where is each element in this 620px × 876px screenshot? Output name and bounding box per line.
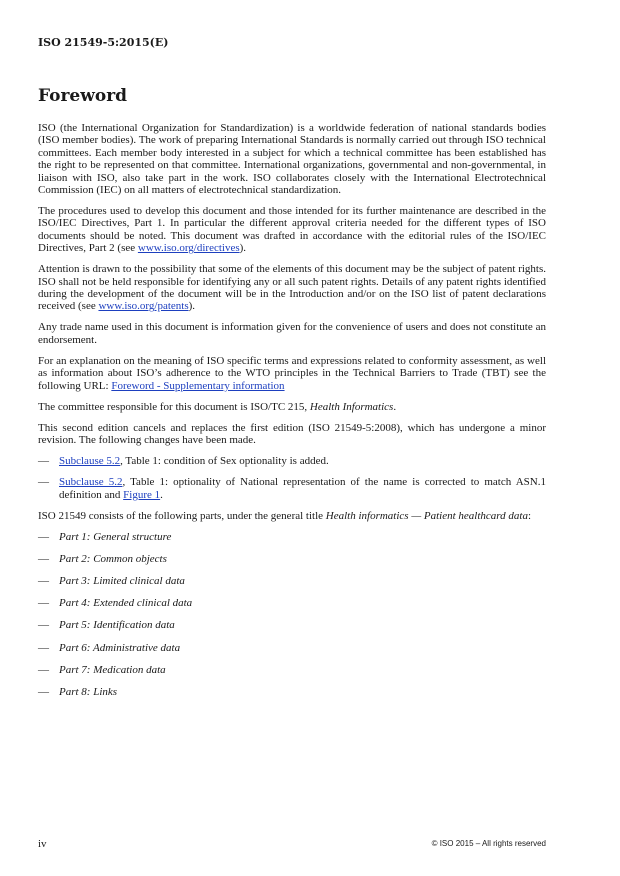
document-id-header: ISO 21549-5:2015(E) — [38, 36, 169, 49]
paragraph-trade-name: Any trade name used in this document is information given for the convenience of users and does not constitute an endorsement. — [38, 321, 546, 346]
directives-link[interactable]: www.iso.org/directives — [137, 242, 240, 255]
dash-bullet: — — [38, 663, 49, 676]
list-item: — Part 6: Administrative data — [38, 641, 181, 654]
copyright-notice: © ISO 2015 – All rights reserved — [431, 839, 546, 848]
subclause-link[interactable]: Subclause 5.2 — [59, 455, 121, 468]
parts-list — [38, 531, 546, 699]
list-item: — Part 5: Identification data — [38, 619, 175, 632]
list-item: — Part 8: Links — [38, 685, 118, 698]
dash-bullet: — — [38, 574, 49, 587]
subclause-link[interactable]: Subclause 5.2 — [59, 476, 123, 489]
change-item: — Subclause 5.2, Table 1: optionality of National representation of the name is corrected to match ASN.1 definition and Figure 1. — [38, 476, 546, 501]
paragraph-committee: The committee responsible for this document is ISO/TC 215, Health Informatics. — [38, 400, 397, 413]
list-item: — Part 2: Common objects — [38, 552, 167, 565]
paragraph-conformity: For an explanation on the meaning of ISO specific terms and expressions related to conformity assessment, as well as information about ISO’s adherence to the WTO principles in the Technical Barriers to Trade (TBT) see the following URL: Foreword - Supplementary information — [38, 354, 546, 392]
dash-bullet: — — [38, 597, 49, 610]
dash-bullet: — — [38, 619, 49, 632]
list-item: — Part 1: General structure — [38, 530, 172, 543]
dash-bullet: — — [38, 476, 49, 489]
page-number: iv — [38, 838, 47, 850]
paragraph-procedures: The procedures used to develop this document and those intended for its further maintenance are described in the ISO/IEC Directives, Part 1. In particular the different approval criteria needed for the different types of ISO documents should be noted. This document was drafted in accordance with the editorial rules of the ISO/IEC Directives, Part 2 (see www.iso.org/directives). — [38, 205, 546, 255]
dash-bullet: — — [38, 685, 49, 698]
paragraph-iso-intro: ISO (the International Organization for Standardization) is a worldwide federation of national standards bodies (ISO member bodies). The work of preparing International Standards is normally carried out through ISO technical committees. Each member body interested in a subject for which a technical committee has been established has the right to be represented on that committee. International organizations, governmental and non-governmental, in liaison with ISO, also take part in the work. ISO collaborates closely with the International Electrotechnical Commission (IEC) on all matters of electrotechnical standardization. — [38, 122, 546, 197]
dash-bullet: — — [38, 530, 49, 543]
page-title: Foreword — [38, 86, 128, 106]
paragraph-edition: This second edition cancels and replaces the first edition (ISO 21549-5:2008), which has undergone a minor revision. The following changes have been made. — [38, 421, 546, 447]
dash-bullet: — — [38, 641, 49, 654]
supplementary-info-link[interactable]: Foreword - Supplementary information — [111, 379, 285, 392]
dash-bullet: — — [38, 552, 49, 565]
dash-bullet: — — [38, 455, 49, 468]
patents-link[interactable]: www.iso.org/patents — [98, 300, 189, 313]
list-item: — Part 4: Extended clinical data — [38, 597, 193, 610]
paragraph-patents: Attention is drawn to the possibility that some of the elements of this document may be the subject of patent rights. ISO shall not be held responsible for identifying any or all such patent rights. Details of any patent rights identified during the development of the document will be in the Introduction and/or on the ISO list of patent declarations received (see www.iso.org/patents). — [38, 263, 546, 313]
list-item: — Part 7: Medication data — [38, 663, 166, 676]
foreword-body — [38, 122, 546, 708]
paragraph-parts-intro: ISO 21549 consists of the following parts, under the general title Health informatics — Patient healthcard data: — [38, 509, 532, 522]
change-item: — Subclause 5.2, Table 1: condition of Sex optionality is added. — [38, 455, 329, 468]
figure-link[interactable]: Figure 1 — [123, 488, 161, 501]
list-item: — Part 3: Limited clinical data — [38, 574, 185, 587]
